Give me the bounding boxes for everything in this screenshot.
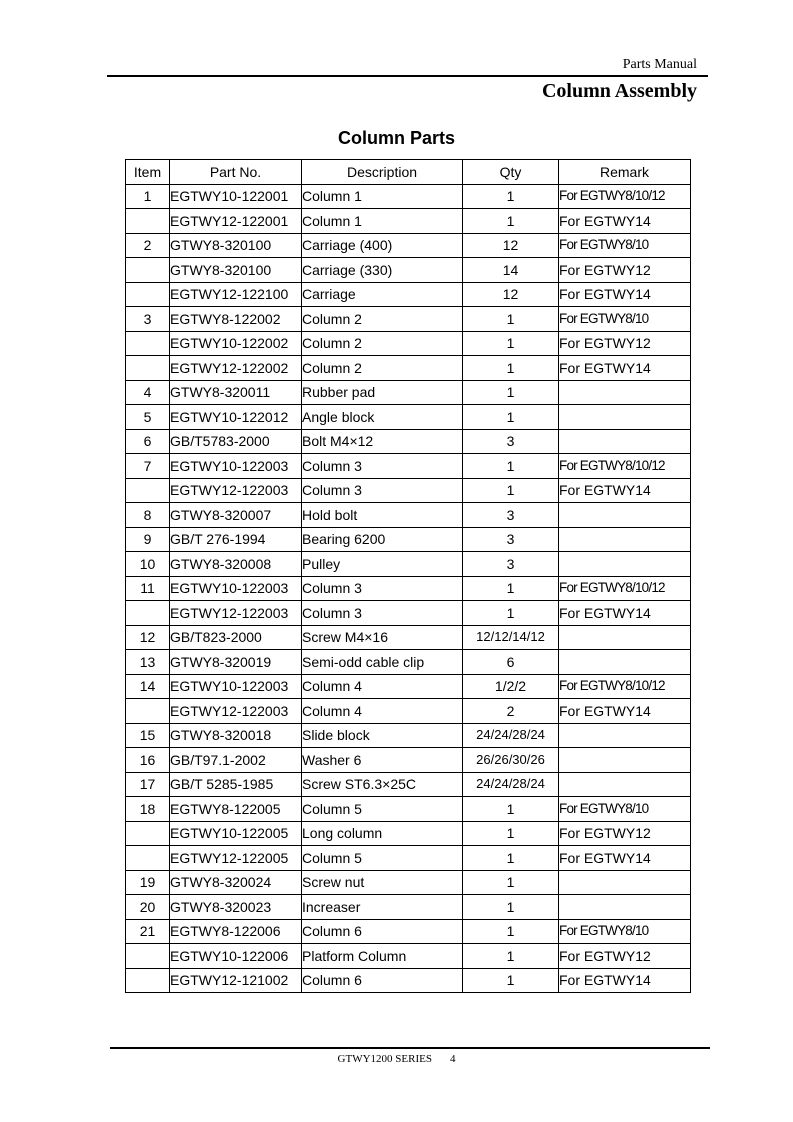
qty-cell: 1 [463,405,559,430]
remark-cell: For EGTWY8/10 [559,797,691,822]
qty-cell: 3 [463,429,559,454]
item-cell: 13 [126,650,170,675]
item-cell [126,699,170,724]
table-row [126,331,691,356]
qty-cell: 3 [463,503,559,528]
remark-cell [559,748,691,773]
description-cell: Slide block [302,723,463,748]
qty-cell: 24/24/28/24 [463,772,559,797]
table-row [126,233,691,258]
qty-cell: 1 [463,356,559,381]
part-no-cell: GTWY8-320024 [170,870,302,895]
table-row [126,380,691,405]
remark-cell: For EGTWY8/10 [559,919,691,944]
part-no-cell: GTWY8-320019 [170,650,302,675]
description-cell: Column 5 [302,797,463,822]
item-cell: 20 [126,895,170,920]
item-cell: 2 [126,233,170,258]
item-cell [126,356,170,381]
remark-cell [559,772,691,797]
description-cell: Carriage (330) [302,258,463,283]
description-cell: Column 4 [302,674,463,699]
description-cell: Column 3 [302,454,463,479]
item-cell [126,846,170,871]
remark-cell: For EGTWY14 [559,968,691,993]
part-no-cell: GTWY8-320100 [170,258,302,283]
item-cell [126,258,170,283]
column-header-description: Description [302,160,463,185]
remark-cell: For EGTWY14 [559,282,691,307]
remark-cell: For EGTWY8/10/12 [559,454,691,479]
part-no-cell: EGTWY10-122005 [170,821,302,846]
table-row [126,797,691,822]
header-row [126,160,691,185]
footer [0,1052,793,1066]
part-no-cell: EGTWY8-122002 [170,307,302,332]
remark-cell: For EGTWY8/10/12 [559,576,691,601]
column-header-qty: Qty [463,160,559,185]
item-cell: 9 [126,527,170,552]
qty-cell: 1 [463,380,559,405]
qty-cell: 1 [463,821,559,846]
description-cell: Screw ST6.3×25C [302,772,463,797]
description-cell: Column 4 [302,699,463,724]
part-no-cell: EGTWY8-122005 [170,797,302,822]
part-no-cell: EGTWY12-122003 [170,478,302,503]
part-no-cell: GTWY8-320007 [170,503,302,528]
table-row [126,429,691,454]
qty-cell: 1 [463,209,559,234]
remark-cell [559,380,691,405]
part-no-cell: EGTWY12-122003 [170,601,302,626]
part-no-cell: EGTWY10-122003 [170,454,302,479]
description-cell: Washer 6 [302,748,463,773]
description-cell: Rubber pad [302,380,463,405]
qty-cell: 1 [463,601,559,626]
remark-cell: For EGTWY12 [559,944,691,969]
table-row [126,870,691,895]
description-cell: Column 2 [302,307,463,332]
table-row [126,625,691,650]
qty-cell: 1 [463,184,559,209]
qty-cell: 26/26/30/26 [463,748,559,773]
manual-title: Parts Manual [622,57,697,72]
description-cell: Screw nut [302,870,463,895]
description-cell: Increaser [302,895,463,920]
remark-cell [559,625,691,650]
page-number: 4 [449,1053,456,1065]
remark-cell [559,527,691,552]
table-row [126,895,691,920]
item-cell [126,968,170,993]
table-row [126,184,691,209]
table-title: Column Parts [337,128,456,148]
remark-cell: For EGTWY8/10 [559,307,691,332]
table-row [126,405,691,430]
remark-cell: For EGTWY8/10 [559,233,691,258]
description-cell: Long column [302,821,463,846]
remark-cell: For EGTWY12 [559,821,691,846]
qty-cell: 12/12/14/12 [463,625,559,650]
description-cell: Column 3 [302,478,463,503]
description-cell: Carriage (400) [302,233,463,258]
table-row [126,601,691,626]
remark-cell: For EGTWY12 [559,331,691,356]
table-row [126,674,691,699]
description-cell: Column 5 [302,846,463,871]
item-cell [126,209,170,234]
column-header-item: Item [126,160,170,185]
qty-cell: 1 [463,576,559,601]
table-row [126,454,691,479]
description-cell: Semi-odd cable clip [302,650,463,675]
table-row [126,919,691,944]
table-row [126,307,691,332]
parts-table [125,159,691,993]
table-row [126,944,691,969]
parts-table-body [126,184,691,993]
item-cell [126,821,170,846]
table-row [126,209,691,234]
item-cell: 4 [126,380,170,405]
description-cell: Bearing 6200 [302,527,463,552]
item-cell [126,944,170,969]
table-row [126,478,691,503]
table-row [126,723,691,748]
table-row [126,282,691,307]
item-cell: 10 [126,552,170,577]
qty-cell: 14 [463,258,559,283]
item-cell [126,601,170,626]
qty-cell: 1 [463,944,559,969]
part-no-cell: EGTWY10-122012 [170,405,302,430]
remark-cell [559,723,691,748]
item-cell [126,478,170,503]
item-cell: 12 [126,625,170,650]
remark-cell: For EGTWY14 [559,478,691,503]
item-cell: 18 [126,797,170,822]
remark-cell: For EGTWY14 [559,699,691,724]
part-no-cell: EGTWY12-122001 [170,209,302,234]
qty-cell: 1 [463,895,559,920]
remark-cell [559,650,691,675]
table-row [126,968,691,993]
table-row [126,846,691,871]
qty-cell: 1 [463,797,559,822]
part-no-cell: EGTWY12-122002 [170,356,302,381]
item-cell: 5 [126,405,170,430]
description-cell: Column 2 [302,356,463,381]
qty-cell: 12 [463,233,559,258]
header-divider [107,75,708,77]
description-cell: Bolt M4×12 [302,429,463,454]
part-no-cell: GTWY8-320018 [170,723,302,748]
footer-divider [110,1047,710,1049]
column-header-part-no: Part No. [170,160,302,185]
qty-cell: 3 [463,527,559,552]
qty-cell: 2 [463,699,559,724]
remark-cell [559,405,691,430]
description-cell: Screw M4×16 [302,625,463,650]
description-cell: Column 3 [302,601,463,626]
qty-cell: 1 [463,331,559,356]
table-row [126,772,691,797]
qty-cell: 24/24/28/24 [463,723,559,748]
description-cell: Column 3 [302,576,463,601]
part-no-cell: GTWY8-320023 [170,895,302,920]
column-header-remark: Remark [559,160,691,185]
remark-cell: For EGTWY14 [559,846,691,871]
part-no-cell: EGTWY10-122002 [170,331,302,356]
remark-cell [559,552,691,577]
footer-series: GTWY1200 SERIES [337,1053,432,1065]
item-cell: 15 [126,723,170,748]
item-cell: 3 [126,307,170,332]
part-no-cell: EGTWY12-121002 [170,968,302,993]
table-row [126,650,691,675]
description-cell: Column 1 [302,209,463,234]
item-cell: 11 [126,576,170,601]
description-cell: Column 1 [302,184,463,209]
table-row [126,258,691,283]
remark-cell [559,503,691,528]
part-no-cell: GB/T97.1-2002 [170,748,302,773]
part-no-cell: GB/T 276-1994 [170,527,302,552]
part-no-cell: EGTWY12-122100 [170,282,302,307]
item-cell: 1 [126,184,170,209]
item-cell: 14 [126,674,170,699]
qty-cell: 12 [463,282,559,307]
table-row [126,576,691,601]
item-cell: 8 [126,503,170,528]
remark-cell: For EGTWY12 [559,258,691,283]
remark-cell: For EGTWY14 [559,356,691,381]
part-no-cell: EGTWY10-122001 [170,184,302,209]
qty-cell: 1 [463,846,559,871]
item-cell: 7 [126,454,170,479]
table-row [126,699,691,724]
item-cell: 16 [126,748,170,773]
part-no-cell: EGTWY10-122003 [170,674,302,699]
item-cell: 21 [126,919,170,944]
remark-cell [559,429,691,454]
description-cell: Carriage [302,282,463,307]
item-cell: 17 [126,772,170,797]
part-no-cell: GB/T823-2000 [170,625,302,650]
part-no-cell: EGTWY12-122005 [170,846,302,871]
part-no-cell: GTWY8-320100 [170,233,302,258]
part-no-cell: GTWY8-320008 [170,552,302,577]
remark-cell: For EGTWY8/10/12 [559,674,691,699]
qty-cell: 1 [463,968,559,993]
description-cell: Column 6 [302,919,463,944]
item-cell: 19 [126,870,170,895]
table-row [126,503,691,528]
description-cell: Platform Column [302,944,463,969]
table-row [126,527,691,552]
part-no-cell: GB/T 5285-1985 [170,772,302,797]
part-no-cell: EGTWY10-122003 [170,576,302,601]
part-no-cell: GTWY8-320011 [170,380,302,405]
qty-cell: 1 [463,478,559,503]
section-title: Column Assembly [541,80,697,102]
item-cell: 6 [126,429,170,454]
qty-cell: 1 [463,307,559,332]
description-cell: Angle block [302,405,463,430]
qty-cell: 3 [463,552,559,577]
description-cell: Column 6 [302,968,463,993]
part-no-cell: EGTWY12-122003 [170,699,302,724]
remark-cell: For EGTWY8/10/12 [559,184,691,209]
table-row [126,748,691,773]
remark-cell [559,895,691,920]
part-no-cell: EGTWY10-122006 [170,944,302,969]
part-no-cell: GB/T5783-2000 [170,429,302,454]
table-row [126,356,691,381]
qty-cell: 1 [463,454,559,479]
description-cell: Hold bolt [302,503,463,528]
remark-cell: For EGTWY14 [559,209,691,234]
table-row [126,552,691,577]
item-cell [126,331,170,356]
item-cell [126,282,170,307]
remark-cell: For EGTWY14 [559,601,691,626]
qty-cell: 6 [463,650,559,675]
table-row [126,821,691,846]
description-cell: Column 2 [302,331,463,356]
description-cell: Pulley [302,552,463,577]
qty-cell: 1 [463,919,559,944]
remark-cell [559,870,691,895]
part-no-cell: EGTWY8-122006 [170,919,302,944]
qty-cell: 1/2/2 [463,674,559,699]
qty-cell: 1 [463,870,559,895]
